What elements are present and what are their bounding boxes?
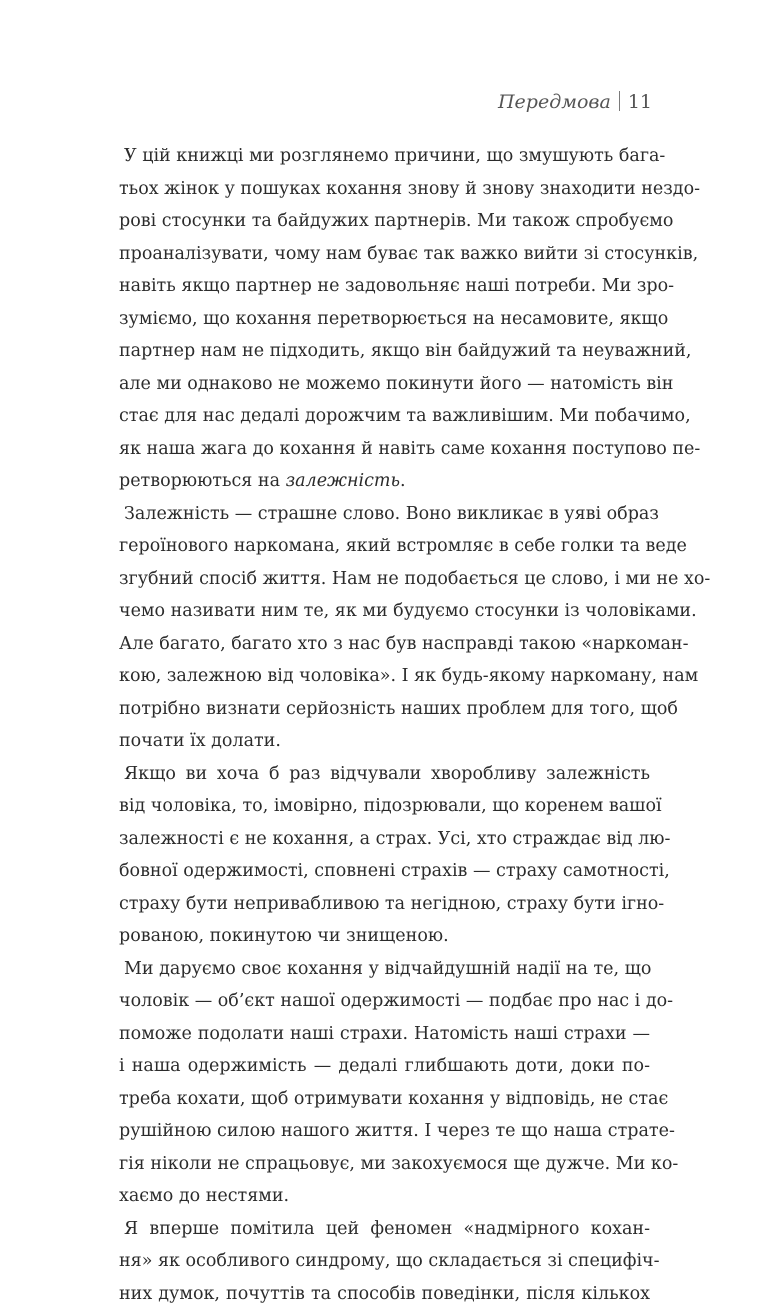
text-line: потрібно визнати серйозність наших проблем для того, щоб (115, 693, 650, 726)
paragraph-1 (115, 140, 650, 498)
text-line: почати їх долати. (115, 725, 650, 758)
text-line: поможе подолати наші страхи. Натомість наші страхи — (115, 1018, 650, 1051)
text-line: як наша жага до кохання й навіть саме кохання поступово пе- (115, 433, 650, 466)
text-line: хаємо до нестями. (115, 1180, 650, 1213)
text-line: Якщо ви хоча б раз відчували хворобливу залежність (115, 758, 650, 791)
text-line: героїнового наркомана, який встромляє в себе голки та веде (115, 530, 650, 563)
text-line: стає для нас дедалі дорожчим та важливішим. Ми побачимо, (115, 400, 650, 433)
text-line: рові стосунки та байдужих партнерів. Ми також спробуємо (115, 205, 650, 238)
text-line: залежності є не кохання, а страх. Усі, хто страждає від лю- (115, 823, 650, 856)
text-line: чоловік — об’єкт нашої одержимості — подбає про нас і до- (115, 985, 650, 1018)
text-line: бовної одержимості, сповнені страхів — страху самотності, (115, 855, 650, 888)
text-line: від чоловіка, то, імовірно, підозрювали, що коренем вашої (115, 790, 650, 823)
text-line: Ми даруємо своє кохання у відчайдушній надії на те, що (115, 953, 650, 986)
paragraph-4 (115, 953, 650, 1213)
text-line: них думок, почуттів та способів поведінки, після кількох (115, 1278, 650, 1310)
text-fragment: ретворюються на (119, 471, 286, 491)
paragraph-5 (115, 1213, 650, 1310)
text-line: чемо називати ним те, як ми будуємо стосунки із чоловіками. (115, 595, 650, 628)
text-line: зуміємо, що кохання перетворюється на несамовите, якщо (115, 303, 650, 336)
text-line: навіть якщо партнер не задовольняє наші потреби. Ми зро- (115, 270, 650, 303)
text-line: кою, залежною від чоловіка». І як будь-якому наркоману, нам (115, 660, 650, 693)
paragraph-3 (115, 758, 650, 953)
text-line: Але багато, багато хто з нас був насправді такою «наркоман- (115, 628, 650, 661)
paragraph-2 (115, 498, 650, 758)
text-body (115, 140, 650, 1310)
text-line (115, 465, 650, 498)
text-line: партнер нам не підходить, якщо він байдужий та неуважний, (115, 335, 650, 368)
emphasis-term: залежність (286, 471, 400, 491)
text-line: але ми однаково не можемо покинути його — натомість він (115, 368, 650, 401)
running-head (498, 90, 652, 114)
text-line: У цій книжці ми розглянемо причини, що змушують бага- (115, 140, 650, 173)
text-line: ня» як особливого синдрому, що складається зі специфіч- (115, 1245, 650, 1278)
text-line: рованою, покинутою чи знищеною. (115, 920, 650, 953)
text-line: проаналізувати, чому нам буває так важко вийти зі стосунків, (115, 238, 650, 271)
text-fragment: . (400, 471, 406, 491)
text-line: Я вперше помітила цей феномен «надмірного кохан- (115, 1213, 650, 1246)
text-line: треба кохати, щоб отримувати кохання у відповідь, не стає (115, 1083, 650, 1116)
page-number: 11 (628, 91, 652, 113)
text-line: і наша одержимість — дедалі глибшають доти, доки по- (115, 1050, 650, 1083)
text-line: тьох жінок у пошуках кохання знову й знову знаходити нездо- (115, 173, 650, 206)
text-line: страху бути непривабливою та негідною, страху бути ігно- (115, 888, 650, 921)
section-title: Передмова (498, 91, 611, 113)
text-line: згубний спосіб життя. Нам не подобається це слово, і ми не хо- (115, 563, 650, 596)
text-line: гія ніколи не спрацьовує, ми закохуємося ще дужче. Ми ко- (115, 1148, 650, 1181)
text-line: Залежність — страшне слово. Воно викликає в уяві образ (115, 498, 650, 531)
text-line: рушійною силою нашого життя. І через те що наша страте- (115, 1115, 650, 1148)
header-divider (619, 91, 620, 111)
